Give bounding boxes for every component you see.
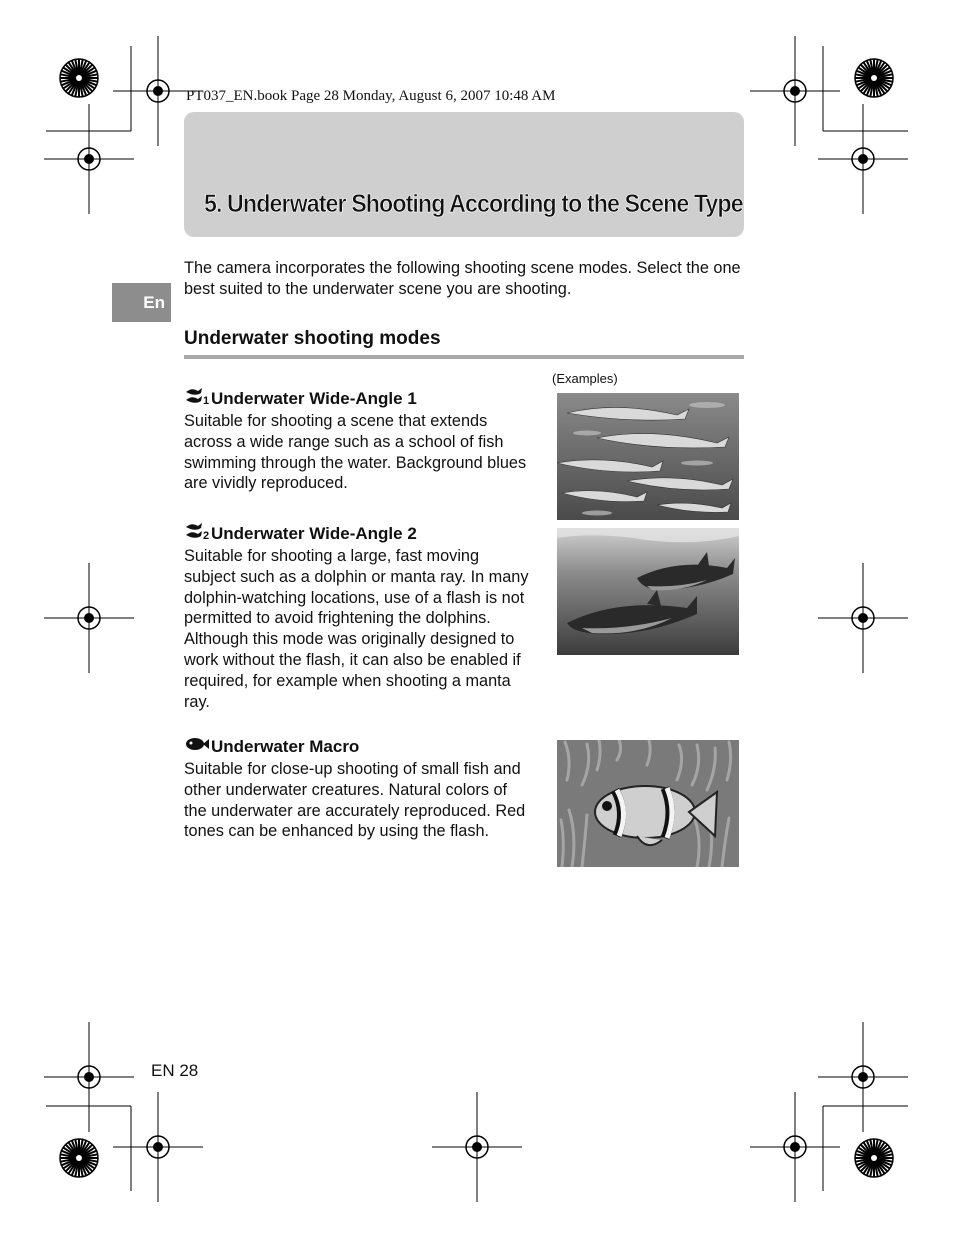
mode-title-text: Underwater Wide-Angle 2 <box>211 523 417 543</box>
mode-title-macro <box>184 734 359 759</box>
examples-label: (Examples) <box>552 371 618 386</box>
chapter-title-box <box>184 112 744 237</box>
example-photo-clownfish <box>557 740 739 867</box>
example-photo-dolphins <box>557 528 739 655</box>
mode-title-text: Underwater Wide-Angle 1 <box>211 388 417 408</box>
section-heading: Underwater shooting modes <box>184 328 441 349</box>
page-number: EN 28 <box>151 1061 199 1080</box>
mode-description-wide-angle-2: Suitable for shooting a large, fast moving subject such as a dolphin or manta ray. In many dolphin-watching locations, use of a flash is not permitted to avoid frightening the dolphins. Although this mode was originally designed to work without the flash, it can also be enabled if required, for example when shooting a manta ray. <box>184 547 529 711</box>
mode-description-macro: Suitable for close-up shooting of small fish and other underwater creatures. Natural colors of the underwater are accurately reproduced. Red tones can be enhanced by using the flash. <box>184 760 526 841</box>
intro-paragraph: The camera incorporates the following shooting scene modes. Select the one best suited to the underwater scene you are shooting. <box>184 259 741 298</box>
underwater-wide-2-icon <box>184 521 210 546</box>
example-photo-fish-school <box>557 393 739 520</box>
chapter-title: 5. Underwater Shooting According to the Scene Type <box>204 190 743 218</box>
mode-title-wide-angle-1 <box>184 386 417 411</box>
mode-title-wide-angle-2 <box>184 521 417 546</box>
mode-description-wide-angle-1: Suitable for shooting a scene that extends across a wide range such as a school of fish swimming through the water. Background blues are vividly reproduced. <box>184 412 527 493</box>
print-header: PT037_EN.book Page 28 Monday, August 6, 2007 10:48 AM <box>186 88 556 104</box>
underwater-wide-1-icon <box>184 386 210 411</box>
section-rule <box>184 355 744 359</box>
language-tab: En <box>112 283 171 322</box>
svg-text:2: 2 <box>203 530 210 541</box>
underwater-macro-icon <box>184 734 210 759</box>
svg-text:1: 1 <box>203 395 210 406</box>
mode-title-text: Underwater Macro <box>211 736 360 756</box>
